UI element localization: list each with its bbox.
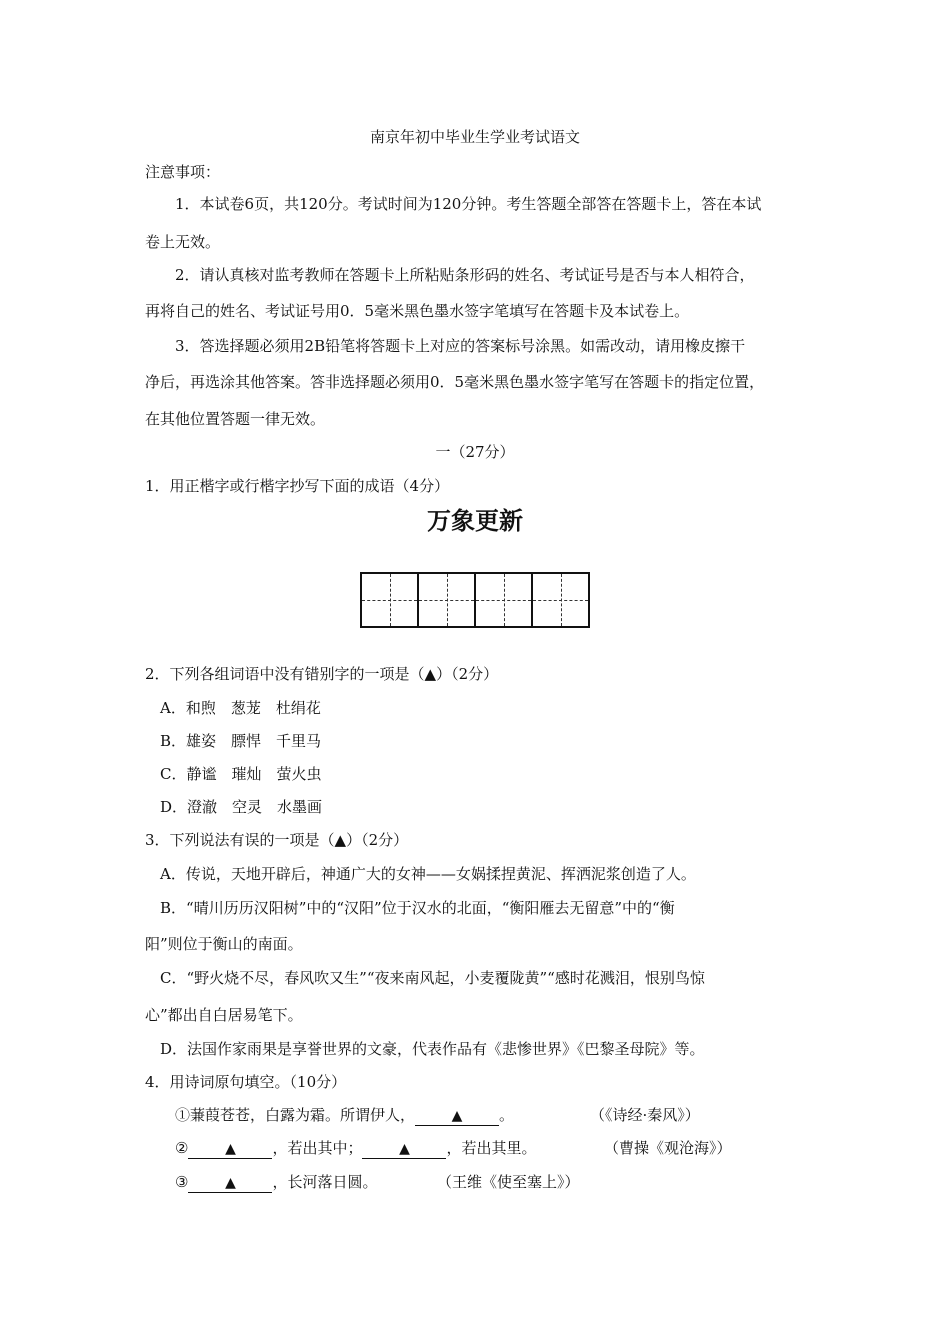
q2-option-c: C．静谧 璀灿 萤火虫 [160, 765, 322, 783]
fill-blank[interactable] [188, 1173, 272, 1193]
q3-option-c-line-2: 心”都出自白居易笔下。 [145, 1006, 303, 1024]
writing-grid [360, 572, 590, 628]
q4-line-2-number: ② [175, 1139, 189, 1157]
section-heading: 一（27分） [435, 443, 515, 461]
triangle-marker: ▲ [451, 1108, 463, 1124]
fill-blank[interactable] [362, 1139, 446, 1159]
exam-title: 南京年初中毕业生学业考试语文 [369, 128, 580, 146]
notice-3-line-2: 净后，再选涂其他答案。答非选择题必须用0．5毫米黑色墨水签字笔写在答题卡的指定位置， [145, 373, 765, 391]
q4-line-3 [175, 1172, 377, 1193]
q1-stem: 1．用正楷字或行楷字抄写下面的成语（4分） [145, 477, 450, 495]
q4-line-2-source: （曹操《观沧海》） [604, 1139, 732, 1157]
q3-option-b-line-1: B．“晴川历历汉阳树”中的“汉阳”位于汉水的北面，“衡阳雁去无留意”中的“衡 [160, 899, 675, 917]
notice-1-line-1: 1．本试卷6页，共120分。考试时间为120分钟。考生答题全部答在答题卡上，答在本试 [175, 195, 762, 213]
q2-option-b: B．雄姿 膘悍 千里马 [160, 732, 322, 750]
notice-2-line-1: 2．请认真核对监考教师在答题卡上所粘贴条形码的姓名、考试证号是否与本人相符合， [175, 266, 755, 284]
q4-line-1-text: ①蒹葭苍苍，白露为霜。所谓伊人， [175, 1106, 416, 1124]
q4-line-1-source: （《诗经·秦风》） [590, 1106, 700, 1124]
notice-3-line-1: 3．答选择题必须用2B铅笔将答题卡上对应的答案标号涂黑。如需改动，请用橡皮擦干 [175, 337, 746, 355]
notice-heading: 注意事项： [145, 163, 221, 181]
q4-line-3-end: ，长河落日圆。 [272, 1173, 378, 1191]
q4-line-2 [175, 1138, 536, 1159]
notice-2-line-2: 再将自己的姓名、考试证号用0．5毫米黑色墨水签字笔填写在答题卡及本试卷上。 [145, 302, 690, 320]
triangle-marker: ▲ [225, 1141, 236, 1157]
q4-line-3-source: （王维《使至塞上》） [437, 1173, 580, 1191]
grid-cell [476, 574, 533, 626]
q3-option-d: D．法国作家雨果是享誉世界的文豪，代表作品有《悲惨世界》《巴黎圣母院》等。 [160, 1040, 705, 1058]
q4-line-3-number: ③ [175, 1173, 189, 1191]
q4-line-2-end: ，若出其里。 [446, 1139, 537, 1157]
grid-cell [419, 574, 476, 626]
q3-option-c-line-1: C．“野火烧不尽，春风吹又生”“夜来南风起，小麦覆陇黄”“感时花溅泪，恨别鸟惊 [160, 969, 705, 987]
q3-option-b-line-2: 阳”则位于衡山的南面。 [145, 935, 303, 953]
notice-1-line-2: 卷上无效。 [145, 233, 221, 251]
q1-idiom: 万象更新 [427, 507, 523, 535]
triangle-marker: ▲ [399, 1141, 410, 1157]
q3-stem: 3．下列说法有误的一项是（▲）（2分） [145, 831, 409, 849]
q4-line-1 [175, 1105, 514, 1126]
q4-line-1-end: 。 [499, 1106, 515, 1124]
q2-stem: 2．下列各组词语中没有错别字的一项是（▲）（2分） [145, 665, 499, 683]
q4-stem: 4．用诗词原句填空。（10分） [145, 1073, 347, 1091]
fill-blank[interactable] [415, 1106, 499, 1126]
q4-line-2-middle: ，若出其中； [272, 1139, 363, 1157]
q2-option-d: D．澄澈 空灵 水墨画 [160, 798, 323, 816]
q3-option-a: A．传说，天地开辟后，神通广大的女神——女娲揉捏黄泥、挥洒泥浆创造了人。 [160, 865, 696, 883]
triangle-marker: ▲ [225, 1175, 236, 1191]
grid-cell [533, 574, 588, 626]
q2-option-a: A．和煦 葱茏 杜绢花 [160, 699, 321, 717]
grid-cell [362, 574, 419, 626]
fill-blank[interactable] [188, 1139, 272, 1159]
notice-3-line-3: 在其他位置答题一律无效。 [145, 410, 326, 428]
